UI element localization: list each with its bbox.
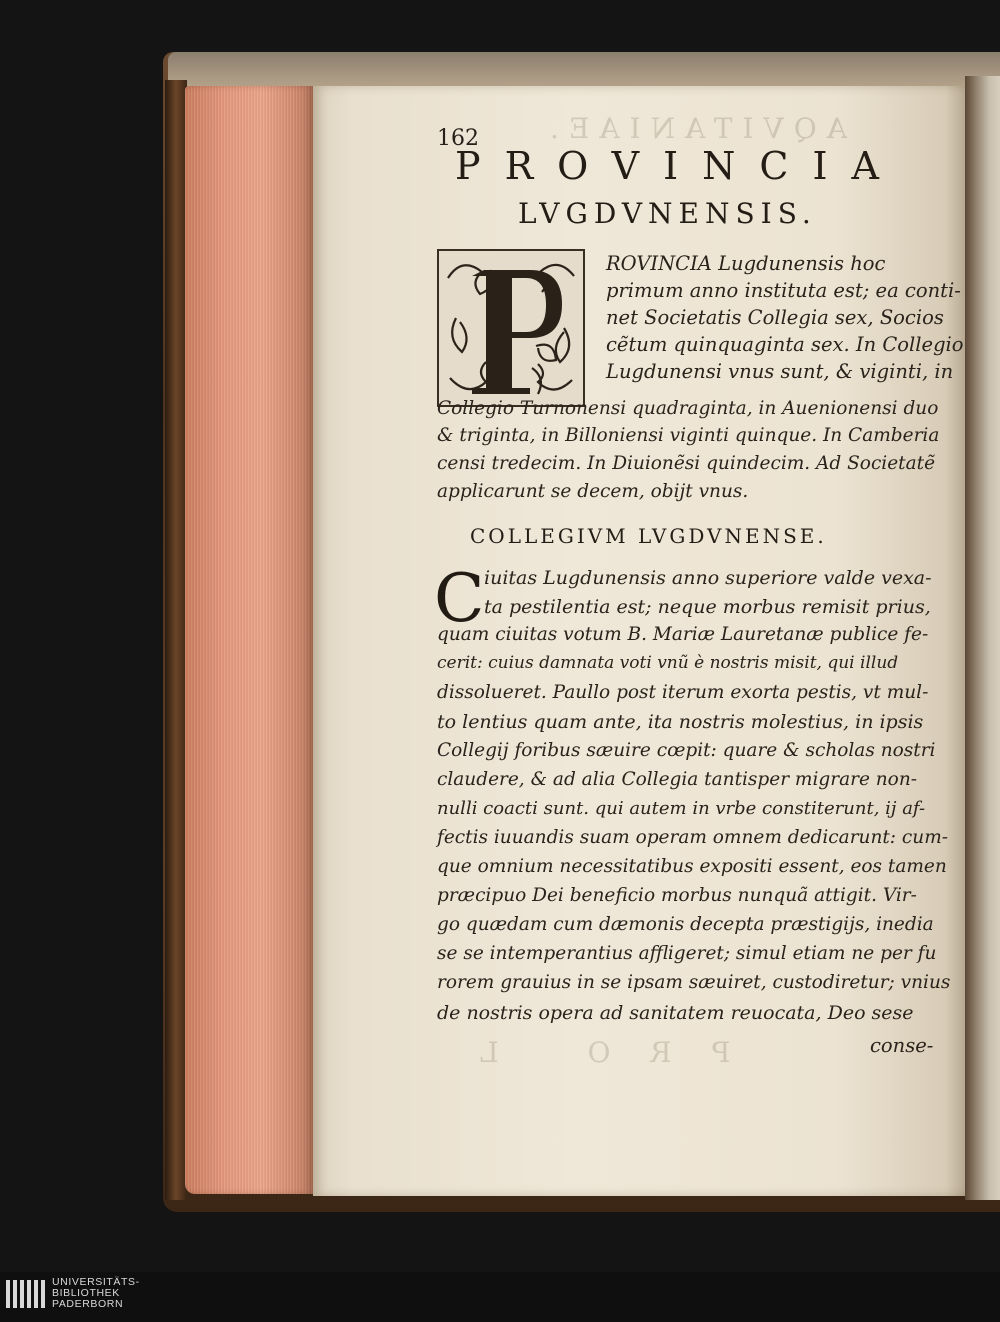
library-name-line: UNIVERSITÄTS-: [52, 1276, 140, 1288]
show-through-text: PRO L: [440, 1036, 731, 1069]
section-line: Collegij foribus sæuire cœpit: quare & scholas nostri: [437, 740, 936, 761]
intro-line: cẽtum quinquaginta sex. In Collegio: [606, 333, 964, 356]
section-line: dissolueret. Paullo post iterum exorta pestis, vt mul-: [437, 682, 929, 703]
section-line: que omnium necessitatibus expositi essent, eos tamen: [437, 856, 947, 877]
footer-bar: [0, 1272, 1000, 1322]
book-spine-edge: [165, 80, 187, 1200]
intro-line: Collegio Turnonensi quadraginta, in Auenionensi duo: [437, 398, 939, 419]
intro-line: censi tredecim. In Diuionẽsi quindecim. Ad Societatẽ: [437, 453, 936, 474]
intro-line: ROVINCIA Lugdunensis hoc: [606, 252, 886, 275]
province-title: LVGDVNENSIS.: [518, 197, 817, 230]
section-line: claudere, & ad alia Collegia tantisper migrare non-: [437, 769, 917, 790]
section-line: to lentius quam ante, ita nostris molestius, in ipsis: [437, 711, 924, 733]
decorated-initial-p-icon: [436, 248, 586, 408]
section-line: rorem grauius in se ipsam sæuiret, custodiretur; vnius: [437, 972, 951, 993]
section-title: COLLEGIVM LVGDVNENSE.: [470, 524, 827, 548]
library-name-line: BIBLIOTHEK: [52, 1287, 120, 1299]
intro-line: net Societatis Collegia sex, Socios: [606, 306, 944, 329]
intro-line: primum anno instituta est; ea conti-: [606, 279, 961, 302]
section-line: go quædam cum dæmonis decepta præstigijs, inedia: [437, 914, 934, 935]
section-line: ta pestilentia est; neque morbus remisit prius,: [484, 596, 931, 618]
section-line: præcipuo Dei beneficio morbus nunquã attigit. Vir-: [437, 885, 917, 906]
section-line: se se intemperantius affligeret; simul etiam ne per fu: [437, 943, 937, 964]
catchword: conse-: [870, 1034, 934, 1057]
running-title: PROVINCIA: [455, 144, 903, 188]
facing-page-gutter: [965, 76, 1000, 1200]
intro-line: applicarunt se decem, obijt vnus.: [437, 481, 749, 502]
intro-line: & triginta, in Billoniensi viginti quinque. In Camberia: [437, 425, 940, 446]
section-line: fectis iuuandis suam operam omnem dedicarunt: cum-: [437, 827, 948, 848]
section-line: nulli coacti sunt. qui autem in vrbe constiterunt, ij af-: [437, 798, 926, 819]
section-initial: C: [434, 560, 485, 637]
page-number: 162: [437, 126, 479, 151]
section-line: iuitas Lugdunensis anno superiore valde vexa-: [484, 567, 932, 589]
library-logo-icon: [6, 1276, 48, 1312]
section-line: quam ciuitas votum B. Mariæ Lauretanæ publice fe-: [437, 624, 929, 645]
intro-line: Lugdunensi vnus sunt, & viginti, in: [606, 360, 954, 383]
section-line: de nostris opera ad sanitatem reuocata, Deo sese: [437, 1002, 914, 1024]
show-through-text: AQVITANIAE.: [540, 112, 847, 145]
page-fore-edge: [185, 86, 313, 1194]
library-name-line: PADERBORN: [52, 1298, 124, 1310]
section-line: cerit: cuius damnata voti vnũ è nostris misit, qui illud: [437, 653, 899, 673]
